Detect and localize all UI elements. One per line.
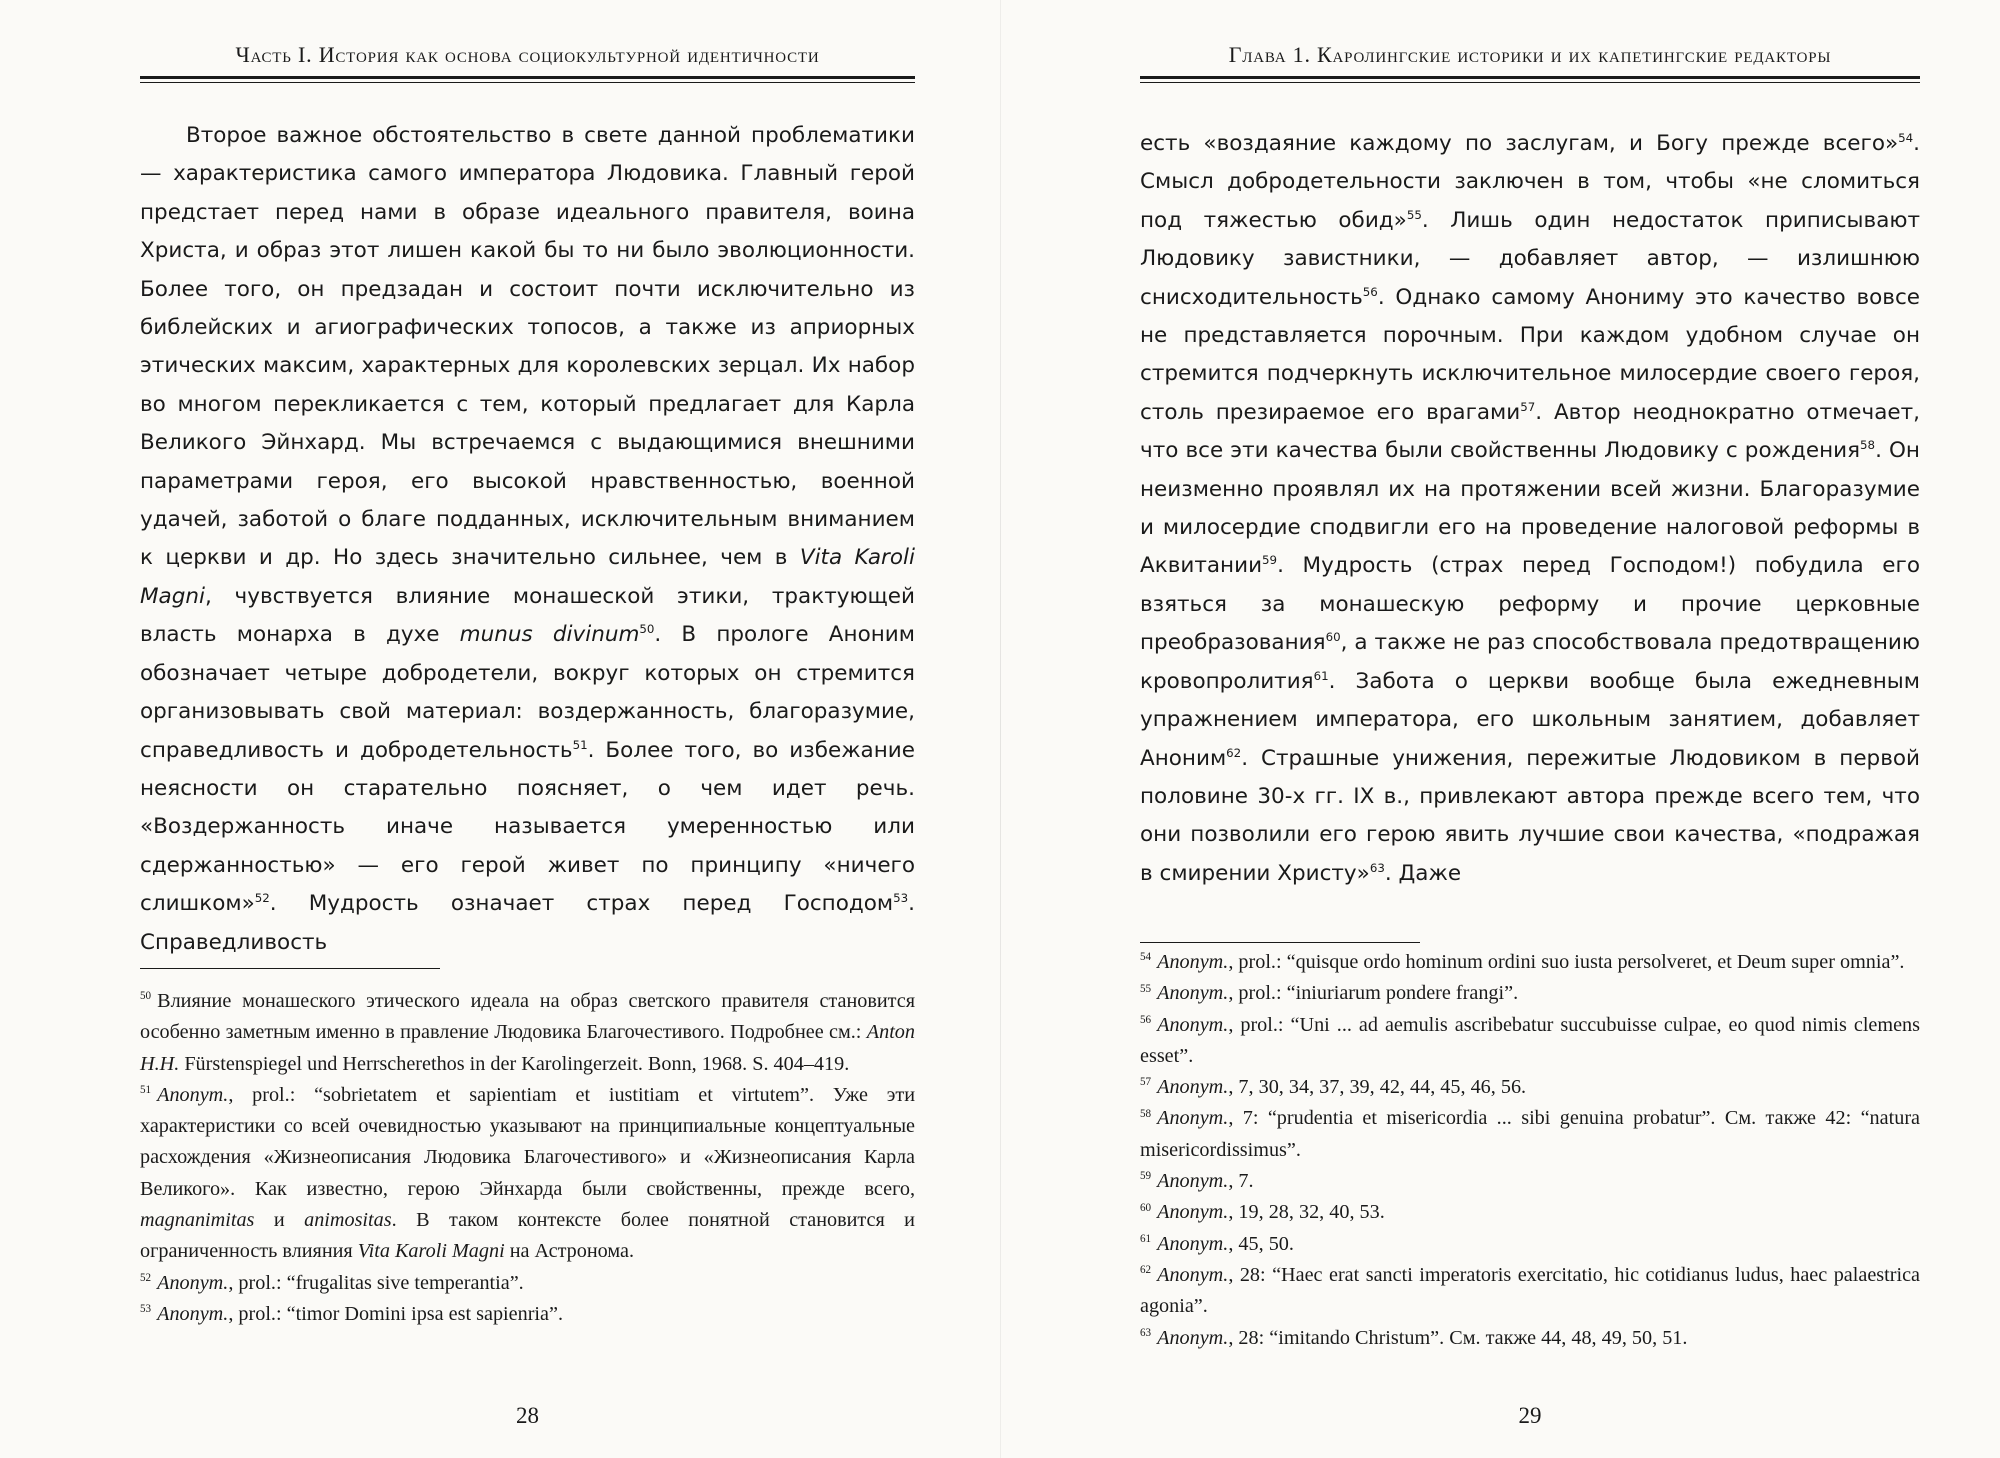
- footnote-number: 56: [1140, 1013, 1152, 1026]
- footnote-number: 59: [1140, 1170, 1152, 1183]
- italic-text: Anonym.: [1157, 1232, 1229, 1255]
- italic-text: Anton H.H.: [140, 1021, 915, 1075]
- text-run: . В таком контексте более понятной становится и ограниченность влияния: [140, 1209, 915, 1263]
- italic-text: Anonym.: [1157, 1201, 1229, 1224]
- footnote-number: 52: [140, 1271, 152, 1284]
- note-ref: 50: [639, 622, 655, 637]
- page-number: 28: [516, 1403, 539, 1428]
- text-run: . Смысл добродетельности заключен в том, чтобы «не сломиться под тяжестью обид»: [1140, 131, 1920, 233]
- footnote-number: 54: [1140, 951, 1152, 964]
- text-run: на Астронома.: [504, 1240, 634, 1263]
- footnote: [1140, 1323, 1920, 1354]
- footnote-number: 60: [1140, 1201, 1152, 1214]
- text-run: есть «воздаяние каждому по заслугам, и Богу прежде всего»: [1140, 131, 1899, 156]
- text-run: , 7, 30, 34, 37, 39, 42, 44, 45, 46, 56.: [1228, 1076, 1527, 1099]
- text-run: . Страшные унижения, пережитые Людовиком в первой половине 30-х гг. IX в., привлекают автора прежде всего тем, что они позволили его герою явить лучшие свои качества, «подражая в смирении Христу»: [1140, 745, 1920, 886]
- italic-text: Vita Karoli Magni: [357, 1240, 505, 1263]
- header-rule-thin: [140, 82, 915, 83]
- footnote: [1140, 947, 1920, 978]
- text-run: , 19, 28, 32, 40, 53.: [1228, 1201, 1385, 1224]
- italic-text: munus divinum: [459, 622, 640, 648]
- paragraph: [140, 117, 915, 962]
- text-run: . Забота о церкви вообще была ежедневным упражнением императора, его школьным занятием, добавляет Аноним: [1140, 668, 1920, 771]
- header-rule-thick: [1140, 76, 1920, 79]
- text-run: , prol.: “Uni ... ad aemulis ascribebatur succubuisse culpae, eo quod nimis clemens esset”.: [1140, 1013, 1920, 1067]
- footnote-number: 53: [140, 1303, 152, 1316]
- main-text: [140, 117, 915, 962]
- text-run: . Даже: [1384, 860, 1462, 886]
- footnote: [140, 1268, 915, 1299]
- note-ref: 55: [1406, 207, 1422, 222]
- italic-text: Anonym.: [1157, 1170, 1229, 1193]
- text-run: . Мудрость (страх перед Господом!) побудила его взяться за монашескую реформу и прочие церковные преобразования: [1140, 553, 1920, 656]
- footnote-number: 51: [140, 1084, 152, 1097]
- running-head: Часть I. История как основа социокультурной идентичности: [235, 42, 820, 67]
- footnote-number: 57: [1140, 1076, 1152, 1089]
- footnotes: [1140, 947, 1920, 1354]
- note-ref: 60: [1325, 630, 1341, 645]
- text-run: . Он неизменно проявлял их на протяжении всей жизни. Благоразумие и милосердие сподвигли его на проведение налоговой реформы в Аквитании: [1140, 438, 1920, 579]
- text-run: , prol.: “timor Domini ipsa est sapienria”.: [228, 1302, 564, 1325]
- note-ref: 56: [1362, 284, 1378, 299]
- footnote-number: 50: [140, 990, 152, 1003]
- gutter-shadow: [1000, 0, 1001, 1458]
- text-run: , чувствуется влияние монашеской этики, трактующей власть монарха в духе: [140, 583, 915, 648]
- right-page: [1140, 0, 1920, 1458]
- main-text: [1140, 125, 1920, 893]
- running-head: Глава 1. Каролингские историки и их капетингские редакторы: [1228, 42, 1832, 67]
- text-run: , 7: “prudentia et misericordia ... sibi genuina probatur”. См. также 42: “natura misericordissimus”.: [1140, 1107, 1920, 1161]
- italic-text: Anonym.: [157, 1271, 229, 1294]
- footnote: [1140, 978, 1920, 1009]
- footnote: [140, 986, 915, 1080]
- text-run: , prol.: “quisque ordo hominum ordini suo iusta persolveret, et Deum super omnia”.: [1228, 951, 1905, 973]
- text-run: Второе важное обстоятельство в свете данной проблематики — характеристика самого императора Людовика. Главный герой предстает перед нами в образе идеального правителя, воина Христа, и образ этот лишен какой бы то ни было эволюционности. Более того, он предзадан и состоит почти исключительно из библейских и агиографических топосов, а также из априорных этических максим, характерных для королевских зерцал. Их набор во многом перекликается с тем, который предлагает для Карла Великого Эйнхард. Мы встречаемся с выдающимися внешними параметрами героя, его высокой нравственностью, военной удачей, заботой о благе подданных, исключительным вниманием к церкви и др. Но здесь значительно сильнее, чем в: [140, 123, 915, 571]
- italic-text: animositas: [304, 1209, 392, 1232]
- footnote-number: 63: [1140, 1326, 1152, 1339]
- text-run: , 7.: [1228, 1170, 1254, 1193]
- text-run: и: [254, 1209, 305, 1232]
- text-run: , 45, 50.: [1228, 1232, 1294, 1255]
- italic-text: Anonym.: [1157, 1326, 1229, 1349]
- italic-text: Anonym.: [1157, 1107, 1229, 1130]
- note-ref: 54: [1898, 130, 1914, 145]
- footnote-separator: [1140, 942, 1420, 943]
- footnote-separator: [140, 968, 440, 969]
- italic-text: Anonym.: [1157, 1013, 1229, 1036]
- footnote: [1140, 1229, 1920, 1260]
- header-rule-thin: [1140, 82, 1920, 83]
- text-run: . Справедливость: [140, 891, 915, 955]
- text-run: , 28: “imitando Christum”. См. также 44, 48, 49, 50, 51.: [1228, 1326, 1688, 1349]
- footnotes: [140, 986, 915, 1330]
- footnote: [140, 1299, 915, 1330]
- italic-text: Anonym.: [157, 1083, 229, 1106]
- italic-text: Anonym.: [1157, 951, 1229, 973]
- text-run: Fürstenspiegel und Herrscherethos in der Karolingerzeit. Bonn, 1968. S. 404–419.: [179, 1052, 850, 1075]
- text-run: . Более того, во избежание неясности он старательно поясняет, о чем идет речь. «Воздержанность иначе называется умеренностью или сдержанностью» — его герой живет по принципу «ничего слишком»: [140, 737, 915, 917]
- footnote: [1140, 1010, 1920, 1073]
- footnote: [1140, 1103, 1920, 1166]
- text-run: . В прологе Аноним обозначает четыре добродетели, вокруг которых он стремится организовывать свой материал: воздержанность, благоразумие, справедливость и добродетельность: [140, 622, 915, 763]
- note-ref: 53: [893, 890, 909, 905]
- text-run: , prol.: “sobrietatem et sapientiam et iustitiam et virtutem”. Уже эти характеристики со всей очевидностью указывают на принципиальные концептуальные расхождения «Жизнеописания Людовика Благочестивого» и «Жизнеописания Карла Великого». Как известно, герою Эйнхарда были свойственны, прежде всего,: [140, 1083, 915, 1200]
- note-ref: 63: [1369, 860, 1385, 875]
- left-page: [140, 0, 915, 1458]
- text-run: . Мудрость означает страх перед Господом: [269, 891, 894, 917]
- italic-text: Anonym.: [1157, 982, 1229, 1005]
- footnote: [1140, 1197, 1920, 1228]
- footnote-number: 61: [1140, 1232, 1152, 1245]
- italic-text: Anonym.: [1157, 1263, 1229, 1286]
- text-run: , 28: “Haec erat sancti imperatoris exercitatio, hic cotidianus ludus, haec palaestrica agonia”.: [1140, 1263, 1920, 1318]
- footnote: [140, 1080, 915, 1268]
- text-run: Влияние монашеского этического идеала на образ светского правителя становится особенно заметным именно в правление Людовика Благочестивого. Подробнее см.:: [140, 990, 915, 1044]
- note-ref: 62: [1226, 745, 1242, 760]
- note-ref: 57: [1520, 399, 1536, 414]
- text-run: , prol.: “iniuriarum pondere frangi”.: [1228, 982, 1519, 1005]
- footnote-number: 55: [1140, 982, 1152, 995]
- italic-text: magnanimitas: [140, 1209, 255, 1232]
- note-ref: 51: [572, 737, 588, 752]
- paragraph: [1140, 125, 1920, 893]
- text-run: , prol.: “frugalitas sive temperantia”.: [228, 1271, 524, 1294]
- italic-text: Vita Karoli Magni: [140, 545, 915, 609]
- note-ref: 58: [1860, 438, 1876, 453]
- footnote-number: 58: [1140, 1107, 1152, 1120]
- text-run: , а также не раз способствовала предотвращению кровопролития: [1140, 630, 1920, 694]
- note-ref: 52: [254, 890, 270, 905]
- note-ref: 59: [1262, 553, 1278, 568]
- footnote: [1140, 1072, 1920, 1103]
- italic-text: Anonym.: [1157, 1076, 1229, 1099]
- footnote: [1140, 1260, 1920, 1323]
- footnote: [1140, 1166, 1920, 1197]
- text-run: . Автор неоднократно отмечает, что все эти качества были свойственны Людовику с рождения: [1140, 399, 1920, 464]
- text-run: . Однако самому Анониму это качество вовсе не представляется порочным. При каждом удобном случае он стремится подчеркнуть исключительное милосердие своего героя, столь презираемое его врагами: [1140, 284, 1920, 425]
- italic-text: Anonym.: [157, 1302, 229, 1325]
- header-rule-thick: [140, 76, 915, 79]
- page-number: 29: [1518, 1403, 1542, 1428]
- footnote-number: 62: [1140, 1264, 1152, 1277]
- note-ref: 61: [1313, 668, 1329, 683]
- text-run: . Лишь один недостаток приписывают Людовику завистники, — добавляет автор, — излишнюю снисходительность: [1140, 207, 1920, 310]
